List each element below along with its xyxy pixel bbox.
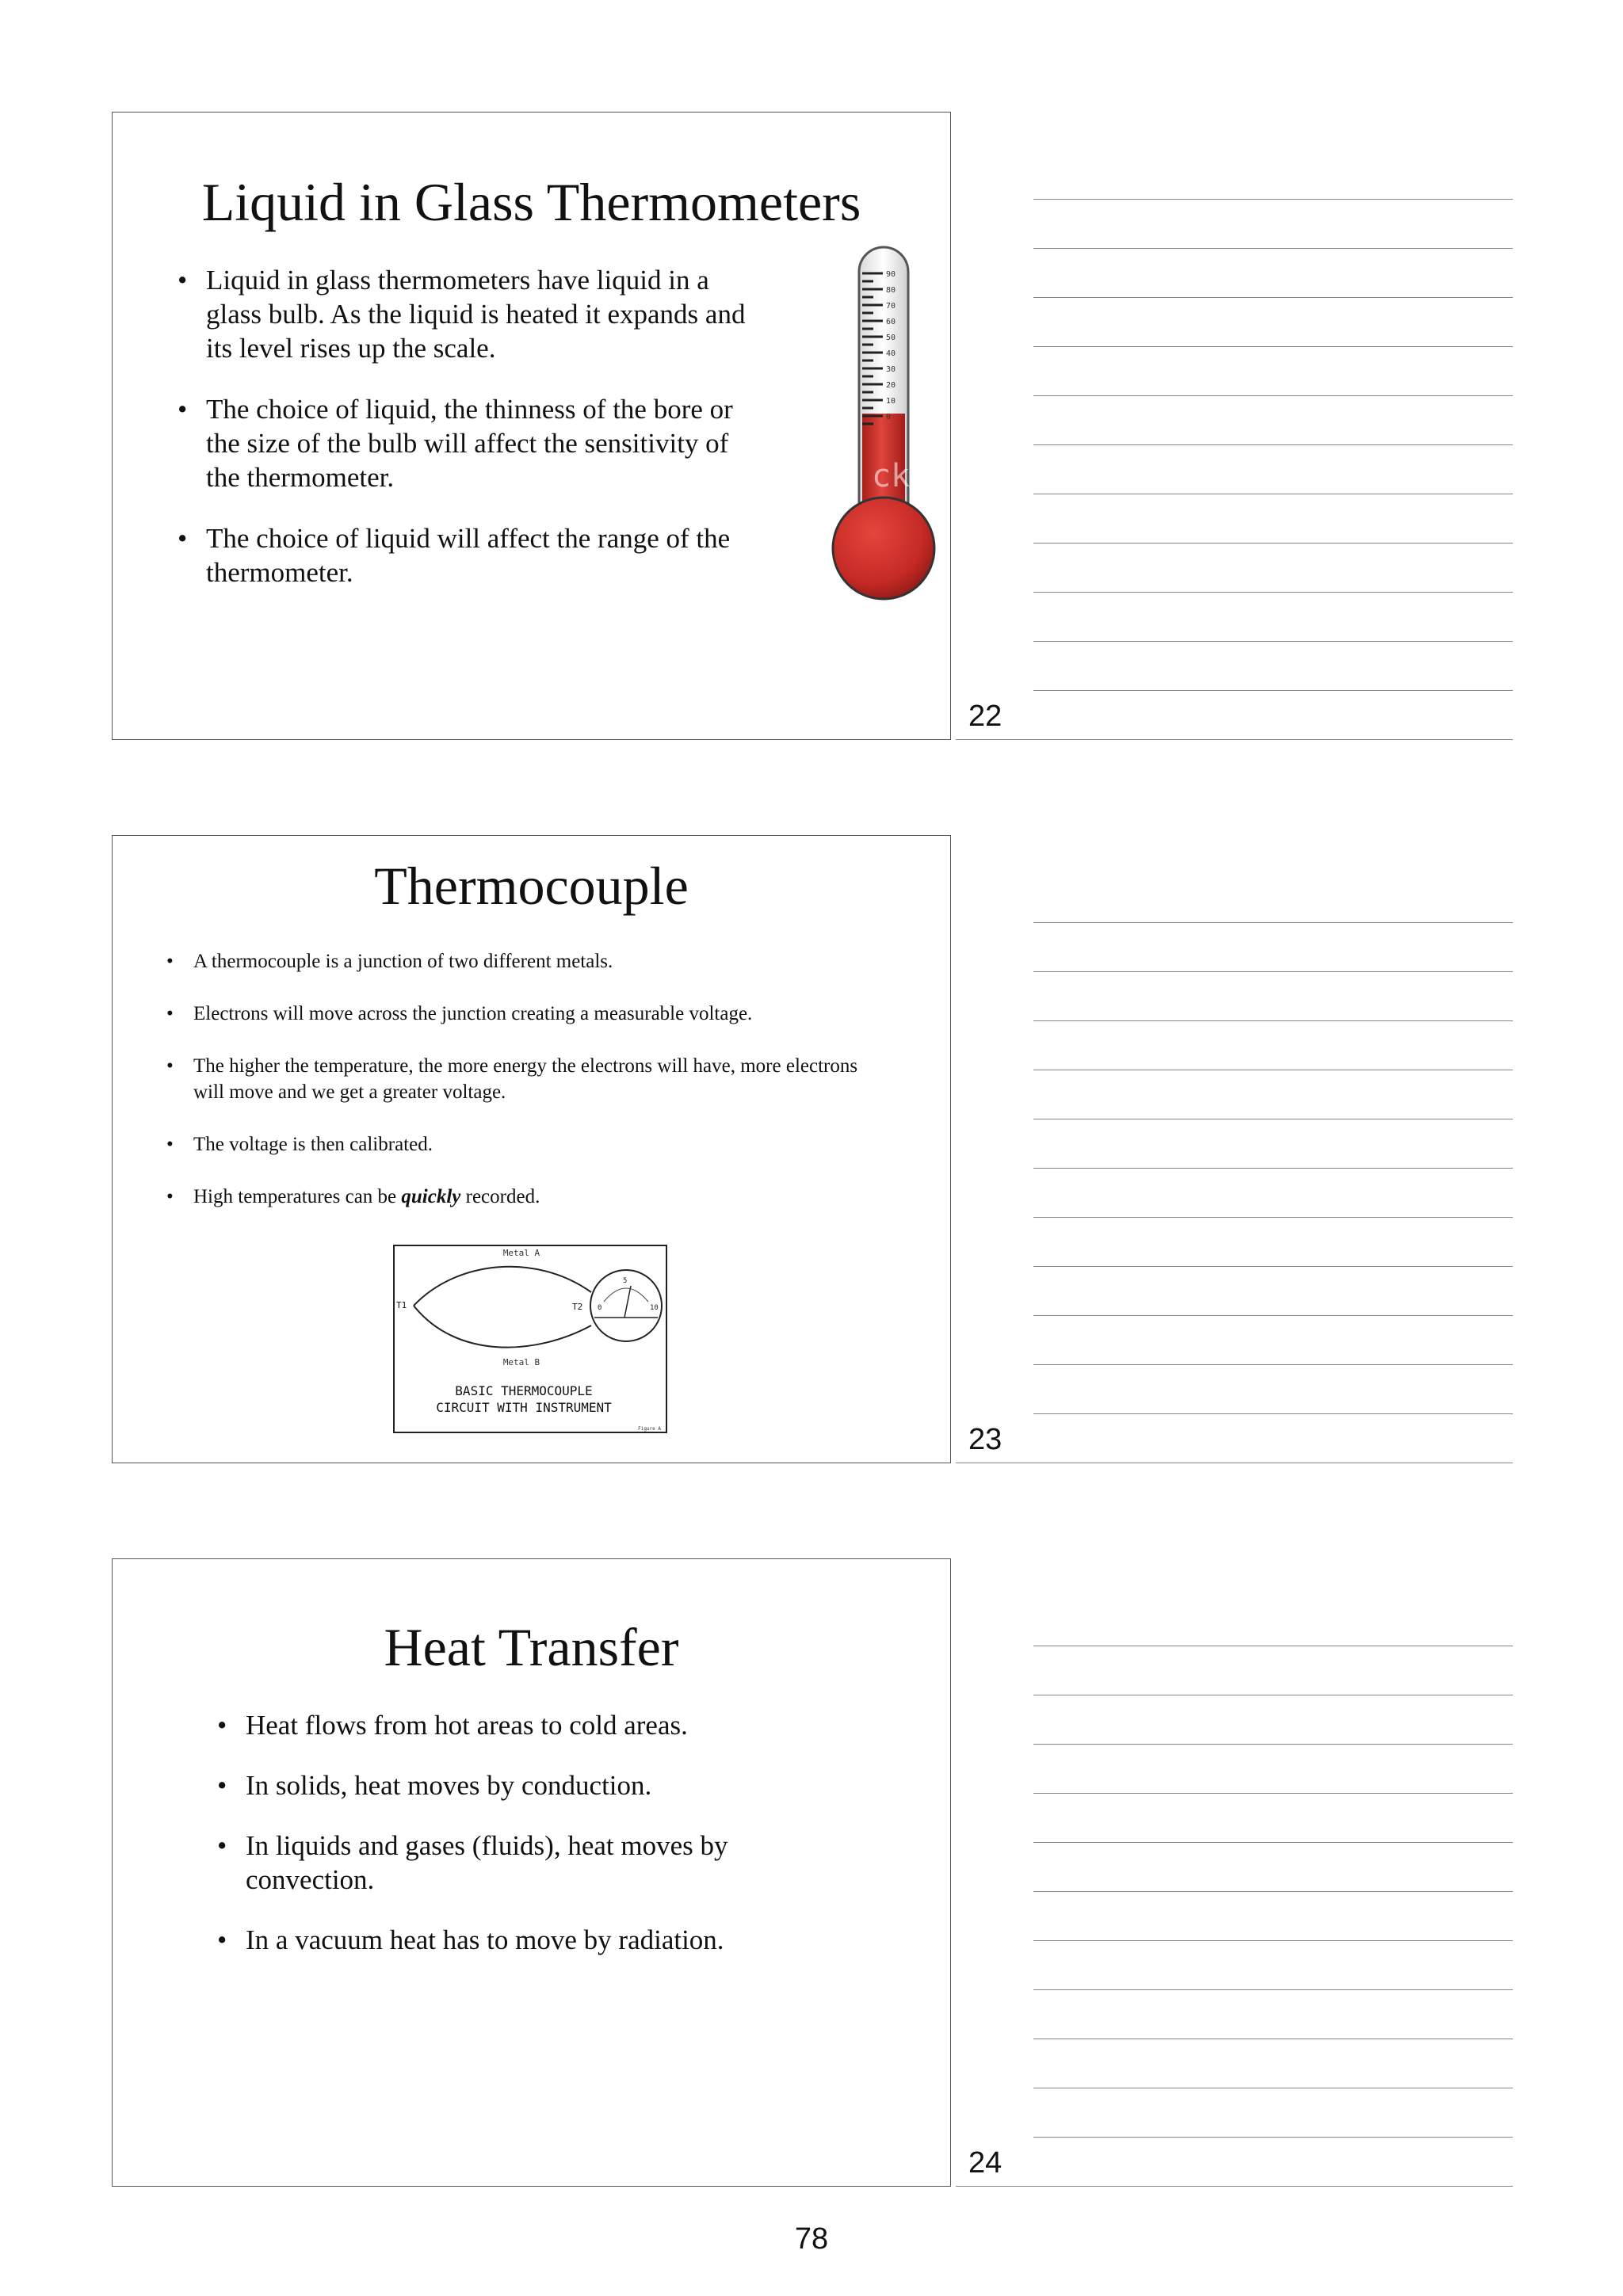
scale-label: 30 bbox=[886, 365, 896, 374]
scale-label: 50 bbox=[886, 334, 896, 342]
bullet-text: High temperatures can be quickly recorded. bbox=[193, 1186, 540, 1207]
list-item: • Liquid in glass thermometers have liquid in a glass bulb. As the liquid is heated it expands and its level rises up the scale. bbox=[178, 265, 746, 364]
bullet-text: The choice of liquid will affect the range of the thermometer. bbox=[206, 523, 731, 588]
bullet-text: The choice of liquid, the thinness of the bore or the size of the bulb will affect the sensitivity of the thermometer. bbox=[206, 394, 733, 493]
bullet-text: In solids, heat moves by conduction. bbox=[246, 1770, 652, 1801]
list-item: • The choice of liquid will affect the range of the thermometer. bbox=[178, 523, 731, 588]
list-item: • The higher the temperature, the more energy the electrons will have, more electrons will move and we get a greater voltage. bbox=[166, 1055, 858, 1103]
bullet-list bbox=[166, 948, 880, 1210]
scale-label: 90 bbox=[886, 270, 896, 279]
thermometer-watermark: ckp bbox=[872, 458, 930, 494]
slide-title: Liquid in Glass Thermometers bbox=[201, 172, 861, 232]
bullet-text: The higher the temperature, the more energy the electrons will have, more electrons will move and we get a greater voltage. bbox=[193, 1055, 858, 1103]
emphasis-text: quickly bbox=[401, 1186, 461, 1207]
t2-label: T2 bbox=[572, 1302, 583, 1312]
list-item: • The choice of liquid, the thinness of the bore or the size of the bulb will affect the sensitivity of the thermometer. bbox=[178, 394, 733, 493]
scale-label: 0 bbox=[886, 413, 892, 421]
bullet-text: Liquid in glass thermometers have liquid in a glass bulb. As the liquid is heated it expands and its level rises up the scale. bbox=[206, 265, 746, 364]
scale-label: 20 bbox=[886, 381, 896, 390]
thermometer-icon bbox=[827, 243, 954, 616]
svg-text:5: 5 bbox=[623, 1277, 628, 1285]
svg-text:0: 0 bbox=[598, 1304, 602, 1312]
list-item: • In a vacuum heat has to move by radiation. bbox=[217, 1924, 724, 1955]
scale-label: 80 bbox=[886, 286, 896, 295]
scale-label: 70 bbox=[886, 302, 896, 311]
slide-22 bbox=[112, 112, 951, 740]
scale-label: 40 bbox=[886, 349, 896, 358]
figure-label: Figure A bbox=[638, 1426, 661, 1432]
metal-a-label: Metal A bbox=[502, 1248, 540, 1258]
slide-number: 24 bbox=[968, 2146, 1002, 2180]
list-item: • The voltage is then calibrated. bbox=[166, 1134, 433, 1155]
list-item: • In liquids and gases (fluids), heat moves by convection. bbox=[217, 1830, 728, 1895]
bullet-text: A thermocouple is a junction of two different metals. bbox=[193, 951, 613, 972]
t1-label: T1 bbox=[396, 1300, 407, 1310]
bullet-list bbox=[178, 263, 748, 589]
diagram-caption: CIRCUIT WITH INSTRUMENT bbox=[436, 1400, 612, 1415]
thermocouple-diagram bbox=[393, 1245, 667, 1433]
list-item: • In solids, heat moves by conduction. bbox=[217, 1770, 652, 1801]
diagram-caption: BASIC THERMOCOUPLE bbox=[455, 1383, 593, 1398]
metal-b-label: Metal B bbox=[502, 1357, 540, 1367]
list-item: • High temperatures can be quickly recorded. bbox=[166, 1186, 540, 1207]
list-item: • Electrons will move across the junction creating a measurable voltage. bbox=[166, 1003, 753, 1024]
list-item: • A thermocouple is a junction of two different metals. bbox=[166, 951, 613, 972]
slide-number: 22 bbox=[968, 700, 1002, 733]
slide-title: Heat Transfer bbox=[384, 1617, 679, 1677]
bullet-text: In liquids and gases (fluids), heat moves by convection. bbox=[246, 1830, 728, 1895]
slide-title: Thermocouple bbox=[374, 856, 689, 916]
bullet-text: Heat flows from hot areas to cold areas. bbox=[246, 1710, 688, 1741]
bullet-text: The voltage is then calibrated. bbox=[193, 1134, 433, 1155]
bullet-text: Electrons will move across the junction creating a measurable voltage. bbox=[193, 1003, 753, 1024]
slide-23 bbox=[112, 835, 951, 1463]
slide-number: 23 bbox=[968, 1423, 1002, 1456]
scale-label: 60 bbox=[886, 318, 896, 326]
scale-label: 10 bbox=[886, 397, 896, 406]
list-item: • Heat flows from hot areas to cold areas. bbox=[217, 1710, 688, 1741]
slide-24 bbox=[112, 1558, 951, 2187]
svg-text:10: 10 bbox=[650, 1304, 659, 1312]
bullet-list bbox=[217, 1708, 804, 1957]
page-number: 78 bbox=[794, 2222, 829, 2256]
bullet-text: In a vacuum heat has to move by radiation. bbox=[246, 1924, 724, 1955]
